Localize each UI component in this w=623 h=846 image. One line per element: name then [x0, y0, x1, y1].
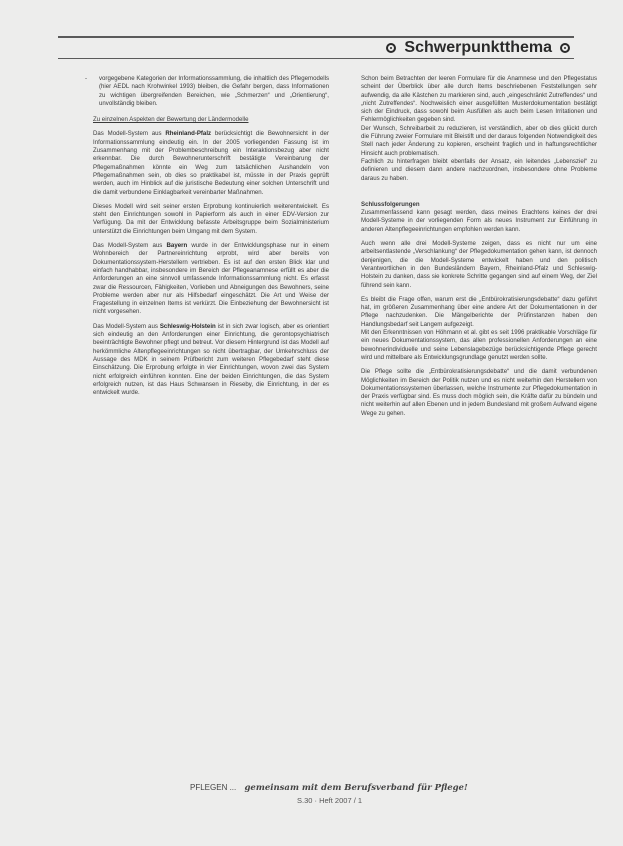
page-number: S.30 · Heft 2007 / 1: [297, 796, 363, 805]
paragraph: Es bleibt die Frage offen, warum erst die „Entbürokratisierungsdebatte“ dazu geführt hat, im größeren Zusammenhang über eine andere Art der Dokumentationen in der Pflege nachzudenken. Die Mängelberichte der Prüfinstanzen haben den Handlungsbedarf seit Langem aufgezeigt.: [361, 295, 597, 328]
state-name: Bayern: [166, 242, 188, 250]
state-name: Rheinland-Pfalz: [165, 130, 212, 138]
paragraph: Auch wenn alle drei Modell-Systeme zeigen, dass es nicht nur um eine arbeitsentlastende „Verschlankung“ der Pflegedokumentation gehen kann, ist dennoch denjenigen, die die Modell-Systeme entwickelt haben und den politisch Verantwortlichen in den Bundesländern Bayern, Rheinland-Pfalz und Schleswig-Holstein zu danken, dass sie konkrete Schritte gegangen sind auf einem Weg, der Ziel führend sein kann.: [361, 240, 597, 289]
paragraph: Mit den Erkenntnissen von Höhmann et al. gibt es seit 1996 praktikable Vorschläge für ein neues Dokumentationssystem, das allen professionellen Anforderungen an eine bewohnerindividuelle und seine Lebenslagebezüge berücksichtigende Pflege gerecht wird und mittelbare als Entwicklungsgrundlage genutzt werden sollte.: [361, 329, 597, 361]
ring-bullet-icon: [560, 43, 570, 53]
state-name: Schleswig-Holstein: [159, 322, 216, 330]
paragraph: Dieses Modell wird seit seiner ersten Erprobung kontinuierlich weiterentwickelt. Es steht den Einrichtungen sowohl in Papierform als auch in einer EDV-Version zur Verfügung. Da mit der Entwicklung befasste Arbeitsgruppe beim Sozialministerium unterstützt die Einrichtungen beim Umgang mit dem System.: [93, 202, 329, 235]
section-title: Schwerpunktthema: [404, 39, 552, 56]
paragraph: Fachlich zu hinterfragen bleibt ebenfalls der Ansatz, ein leitendes „Lebensziel“ zu definieren und diesem dann andere nachzuordnen, insbesondere ohne Probleme daraus zu haben.: [361, 157, 597, 182]
bullet-text: vorgegebene Kategorien der Informationssammlung, die inhaltlich des Pflegemodells (hier AEDL nach Krohwinkel 1993) bleiben, die Gefahr bergen, dass Informationen zu wichtigen übergreifenden Bereichen, wie „Schmerzen“ und „Orientierung“, unvollständig bleiben.: [99, 75, 329, 107]
footer-slogan: PFLEGEN ... gemeinsam mit dem Berufsverband für Pflege!: [190, 783, 468, 793]
paragraph: Das Modell-System aus Rheinland-Pfalz berücksichtigt die Bewohnersicht in der Informationssammlung eindeutig ein. In der 2005 vorliegenden Fassung ist im Zusammenhang mit der Problembeschreibung ein Interaktionsbezug aber nicht erkennbar. Die durch Bewohnerunterschrift bestätigte Vereinbarung der Pflegemaßnahmen könnte ein Weg zum tatsächlichen Aushandeln von Pflegemaßnahmen sein, ob dies so praktikabel ist, müsste in der Praxis geprüft werden, auch im Hinblick auf die juristische Bedeutung einer solchen Unterschrift und die damit verbundene Einklagbarkeit vereinbarter Maßnahmen.: [93, 130, 329, 196]
bullet-item: - vorgegebene Kategorien der Informationssammlung, die inhaltlich des Pflegemodells (hier AEDL nach Krohwinkel 1993) bleiben, die Gefahr bergen, dass Informationen zu wichtigen übergreifenden Bereichen, wie „Schmerzen“ und „Orientierung“, unvollständig bleiben.: [85, 75, 329, 107]
ring-bullet-icon: [386, 43, 396, 53]
left-column: [85, 75, 329, 403]
paragraph: Schon beim Betrachten der leeren Formulare für die Anamnese und den Pflegestatus scheint der Überblick über alle durch Items beschriebenen Feststellungen sehr aufwendig, da alle Kästchen zu markieren sind, auch „eingeschränkt Zutreffendes“ und „nicht Zutreffendes“. Nochweislich einer ausgefüllten Musterdokumentation bestätigt sich der Eindruck, dass sowohl beim Ausfüllen als auch beim Lesen Irritationen und Fehlermöglichkeiten gegeben sind.: [361, 75, 597, 124]
footer-script: gemeinsam mit dem Berufsverband für Pflege!: [244, 783, 468, 793]
right-column: [361, 75, 597, 424]
section-heading: Zu einzelnen Aspekten der Bewertung der Ländermodelle: [93, 116, 249, 124]
paragraph: Zusammenfassend kann gesagt werden, dass meines Erachtens keines der drei Modell-Systeme in der vorliegenden Form als neues Instrument zur Einführung in anderen Altenpflegeeinrichtungen empfohlen werden kann.: [361, 209, 597, 233]
paragraph: Das Modell-System aus Schleswig-Holstein ist in sich zwar logisch, aber es orientiert sich eindeutig an den Anforderungen einer Einrichtung, die gerontopsychiatrisch beeinträchtigte Bewohner pflegt und betreut. Vor diesem Hintergrund ist das Modell auf herkömmliche Altenpflegeeinrichtungen so nicht übertragbar, der Umkehrschluss der Aussage des MDK in seinem Prüfbericht zum weiteren Pflegebedarf steht diese Einschätzung. Die Erprobung erfolgte in vier Einrichtungen, wovon zwei das System nicht erfolgreich einführen konnten. Eine der beiden Einrichtungen, die das System erfolgreich nutzen, ist das Haus Schwansen in Rieseby, die Einrichtung, in der es entwickelt wurde.: [93, 322, 329, 397]
paragraph: Die Pflege sollte die „Entbürokratisierungsdebatte“ und die damit verbundenen Möglichkeiten im Bereich der Politik nutzen und es nicht weiterhin den Herstellern von Dokumentationssystemen überlassen, welche Instrumente zur Pflegedokumentation in der Praxis verfügbar sind. Es muss doch möglich sein, die Kräfte dafür zu bündeln und nicht weiterhin auf allen Ebenen und in jedem Bundesland mit großem Aufwand eigene Wege zu gehen.: [361, 368, 597, 417]
footer-brand: PFLEGEN: [190, 783, 228, 792]
section-header: [58, 36, 574, 59]
paragraph: Der Wunsch, Schreibarbeit zu reduzieren, ist verständlich, aber ob dies glückt durch die Führung zweier Formulare mit Bleistift und der daraus folgenden Notwendigkeit des Stell nach jeder Änderung zu kopieren, erscheint fraglich und in haftungsrechtlicher Hinsicht auch problematisch.: [361, 124, 597, 157]
subheading: Schlussfolgerungen: [361, 200, 420, 208]
paragraph: Das Modell-System aus Bayern wurde in der Entwicklungsphase nur in einem Wohnbereich der Partnereinrichtung erprobt, wird aber bereits von Dokumentationssystem-Herstellern vertrieben. Es ist auf den ersten Blick klar und einfach handhabbar, insbesondere im Bereich der Pflegeanamnese erfüllt es aber die Anforderungen an eine sinnvoll umfassende Informationssammlung nicht. Es erfasst zwar die Ressourcen, Fähigkeiten, Vorlieben und Abneigungen des Bewohners, seine Probleme werden aber nur als Hilfsbedarf eingeschätzt. Die Art und Weise der Fragestellung in einzelnen Items ist verkürzt. Die Einbeziehung der Bewohnersicht ist nicht vorgesehen.: [93, 242, 329, 316]
